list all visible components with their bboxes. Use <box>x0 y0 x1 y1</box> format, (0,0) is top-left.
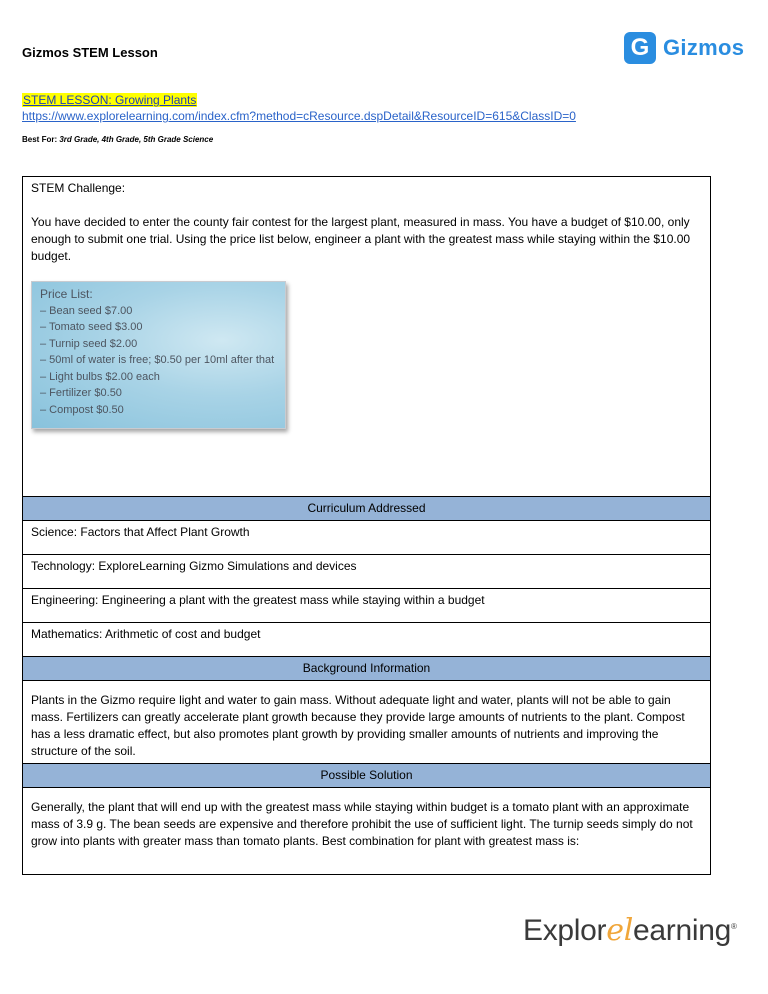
logo-text-post: earning <box>632 914 731 947</box>
stem-challenge-heading: STEM Challenge: <box>31 181 126 195</box>
price-list-item: – Light bulbs $2.00 each <box>40 370 160 383</box>
lesson-title-link[interactable]: STEM LESSON: Growing Plants <box>23 93 197 107</box>
background-text-cell <box>23 681 711 764</box>
background-text: Plants in the Gizmo require light and water to gain mass. Without adequate light and water, plants will not be able to gain mass. Fertilizers can greatly accelerate plant growth because they provide large amounts of nutrients to the plant. Compost has a less dramatic effect, but also promotes plant growth by providing smaller amounts of nutrients and improving the structure of the soil. <box>31 693 685 758</box>
price-list-item: – Tomato seed $3.00 <box>40 321 143 333</box>
price-list-image <box>31 281 286 429</box>
stem-challenge-cell <box>23 177 711 497</box>
best-for-line <box>22 135 213 144</box>
document-header-title: Gizmos STEM Lesson <box>22 45 158 60</box>
logo-registered-mark: ® <box>730 922 737 931</box>
solution-text-cell <box>23 788 711 875</box>
curriculum-engineering: Engineering: Engineering a plant with the greatest mass while staying within a budget <box>23 589 711 623</box>
price-list-item: – 50ml of water is free; $0.50 per 10ml after that <box>40 354 275 366</box>
gizmos-logo-text: Gizmos <box>663 35 745 60</box>
solution-text: Generally, the plant that will end up with the greatest mass while staying within budget is a tomato plant with an approximate mass of 3.9 g. The bean seeds are expensive and therefore prohibit the use of sufficient light. The turnip seeds simply do not grow into plants with greater mass than tomato plants. Best combination for plant with greatest mass is: <box>31 800 693 848</box>
price-list-item: – Turnip seed $2.00 <box>40 337 138 350</box>
best-for-label: Best For: <box>22 135 58 144</box>
curriculum-mathematics: Mathematics: Arithmetic of cost and budget <box>23 623 711 657</box>
curriculum-science: Science: Factors that Affect Plant Growth <box>23 521 711 555</box>
lesson-url-link[interactable]: https://www.explorelearning.com/index.cfm?method=cResource.dspDetail&ResourceID=615&ClassID=0 <box>22 109 576 123</box>
gizmos-logo <box>624 32 744 64</box>
price-list-item: – Bean seed $7.00 <box>40 304 133 317</box>
curriculum-heading: Curriculum Addressed <box>23 497 711 521</box>
solution-heading: Possible Solution <box>23 764 711 788</box>
price-list-item: – Compost $0.50 <box>40 403 124 416</box>
stem-challenge-text: You have decided to enter the county fair contest for the largest plant, measured in mass. You have a budget of $10.00, only enough to submit one trial. Using the price list below, engineer a plant with the greatest mass while staying within the $10.00 budget. <box>31 215 691 263</box>
background-heading: Background Information <box>23 657 711 681</box>
price-list-item: – Fertilizer $0.50 <box>40 387 122 399</box>
explorelearning-logo <box>523 913 737 948</box>
curriculum-technology: Technology: ExploreLearning Gizmo Simulations and devices <box>23 555 711 589</box>
gizmos-logo-icon: G <box>624 32 656 64</box>
best-for-value: 3rd Grade, 4th Grade, 5th Grade Science <box>59 135 214 144</box>
lesson-table <box>22 176 711 875</box>
logo-text-pre: Explor <box>523 914 607 947</box>
price-list-title: Price List: <box>40 287 93 301</box>
logo-text-accent: el <box>606 913 633 948</box>
